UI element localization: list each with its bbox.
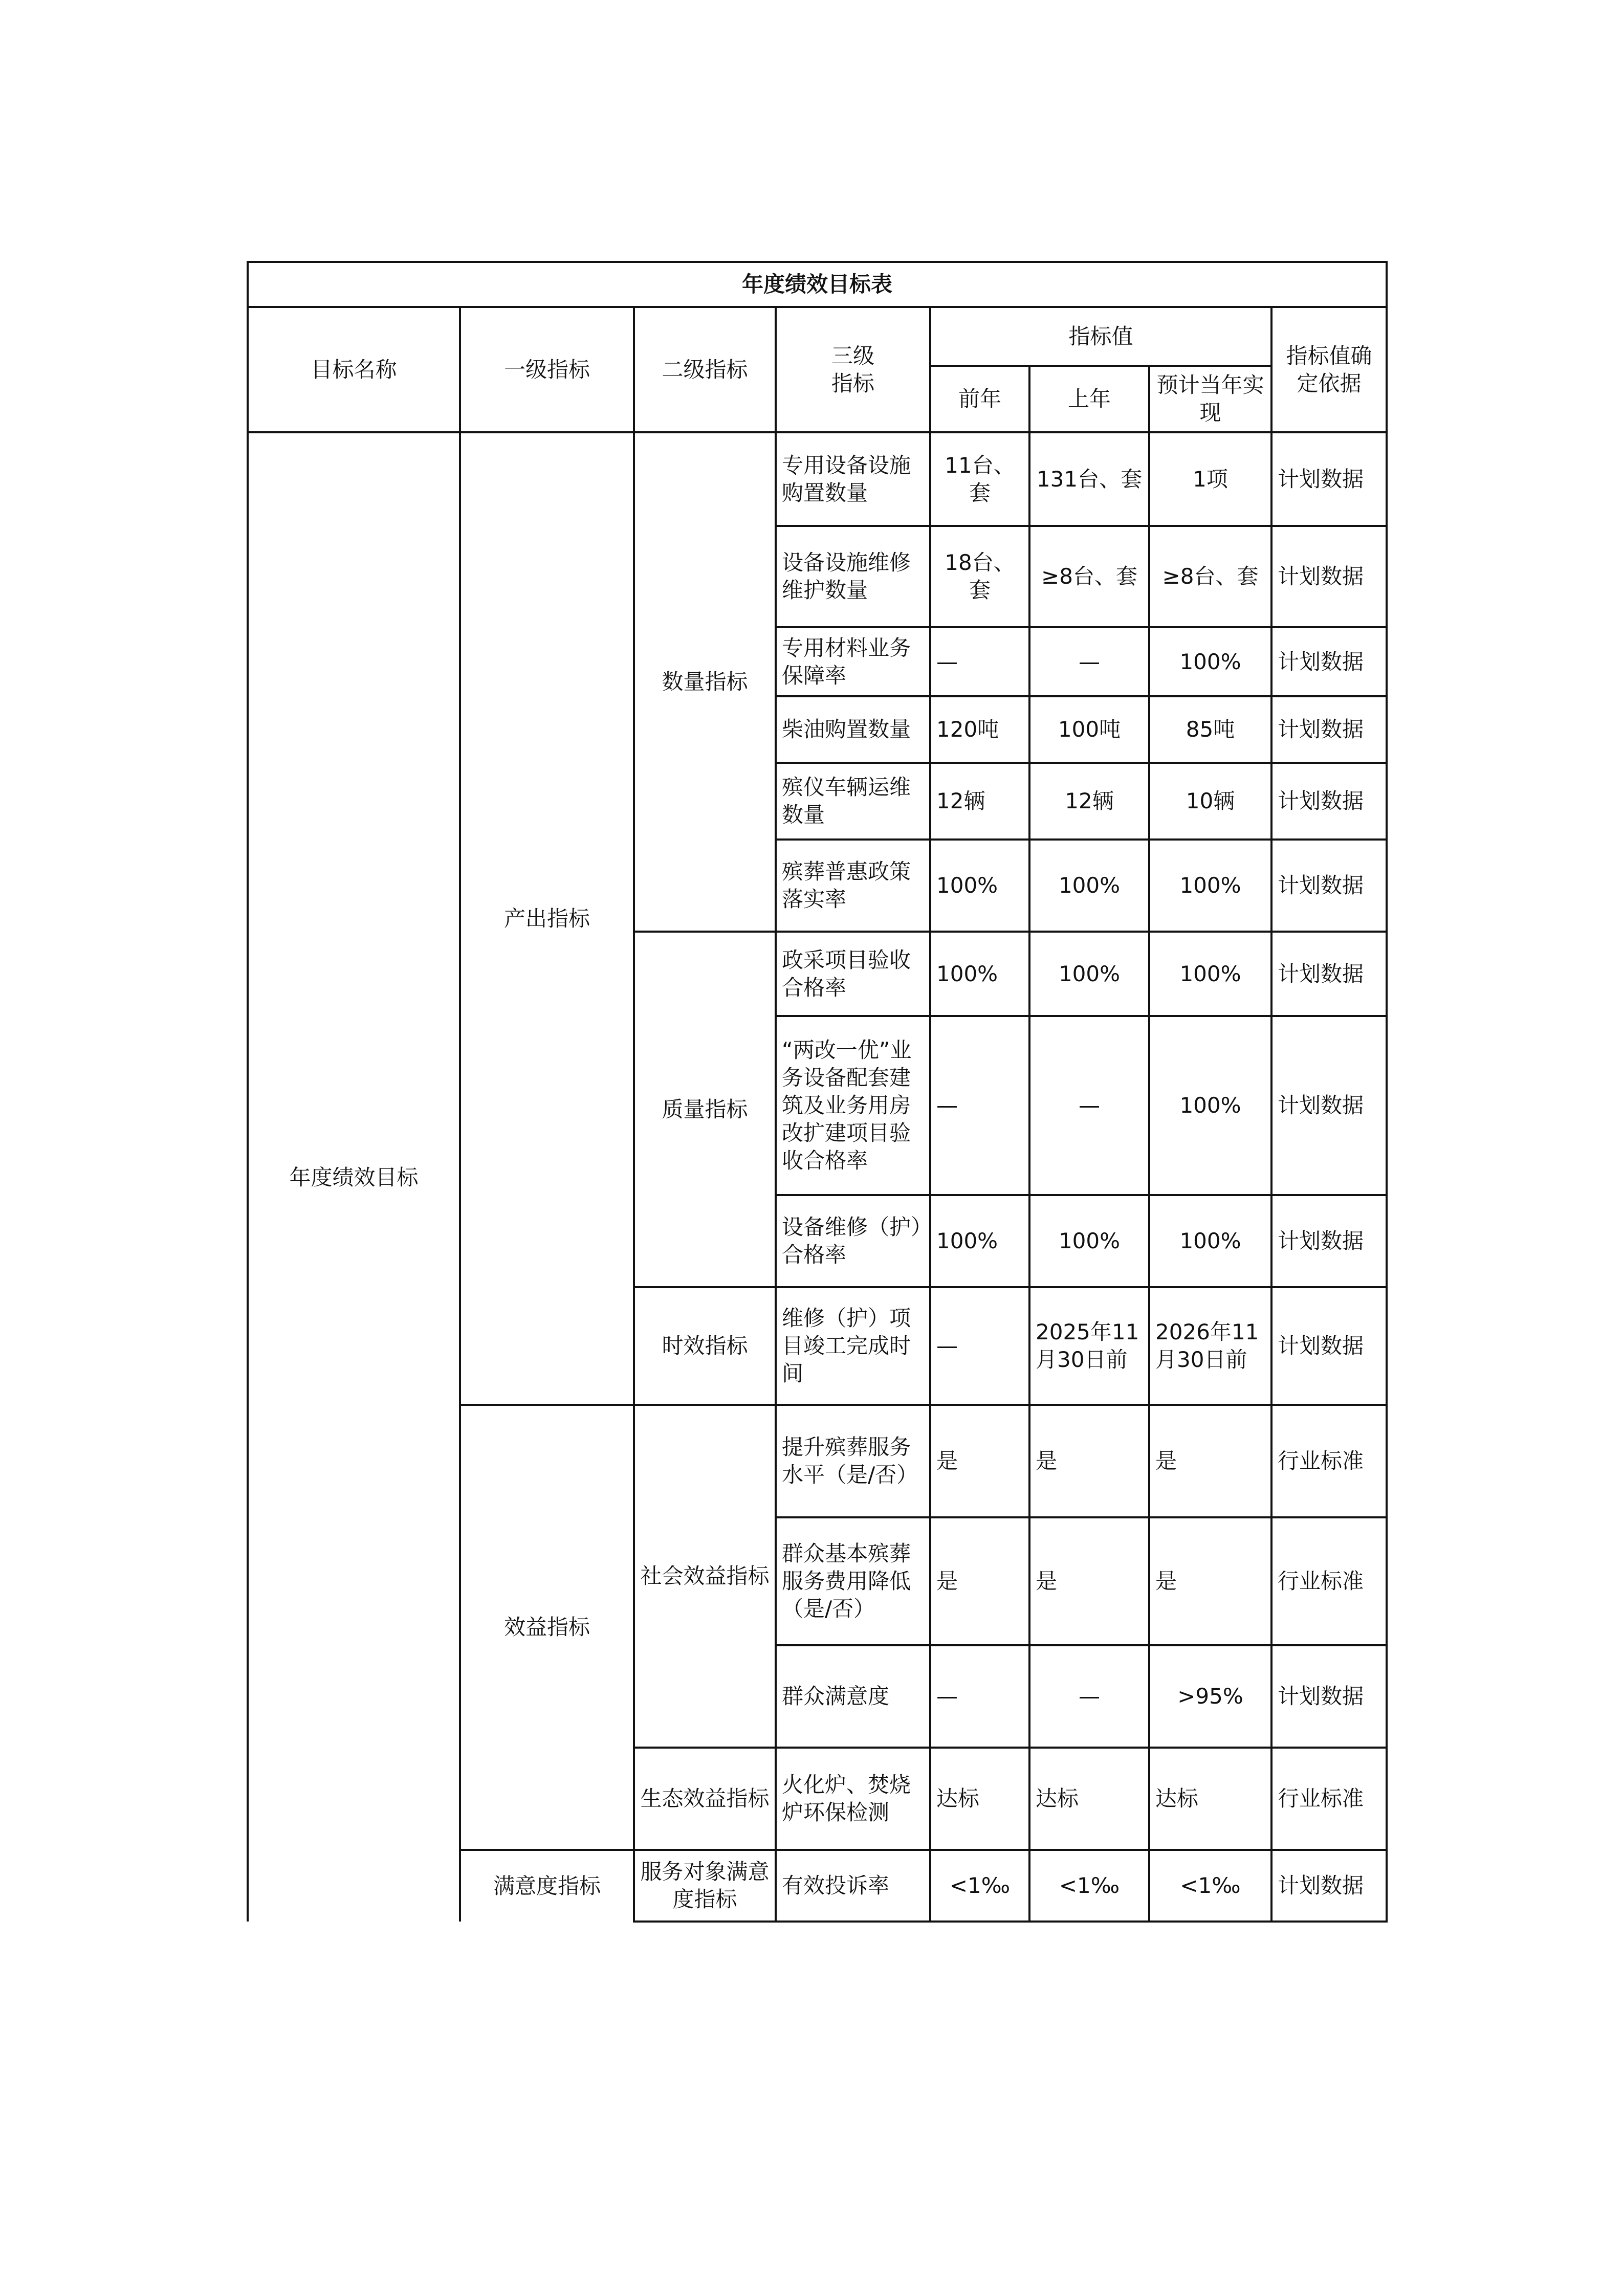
prev-year-value-cell: 100% <box>930 932 1029 1016</box>
prev-year-value-cell: — <box>930 1645 1029 1748</box>
header-last-year: 上年 <box>1029 366 1149 432</box>
basis-cell: 计划数据 <box>1271 932 1387 1016</box>
last-year-value-cell: 2025年11月30日前 <box>1029 1287 1149 1405</box>
this-year-value-cell: 是 <box>1149 1517 1271 1645</box>
header-level3: 三级 指标 <box>776 307 930 432</box>
this-year-value-cell: 达标 <box>1149 1748 1271 1850</box>
this-year-value-cell: ≥8台、套 <box>1149 526 1271 627</box>
last-year-value-cell: 100吨 <box>1029 696 1149 763</box>
basis-cell: 计划数据 <box>1271 1850 1387 1922</box>
indicator-name-cell: 政采项目验收合格率 <box>776 932 930 1016</box>
last-year-value-cell: 12辆 <box>1029 763 1149 840</box>
level2-social-cell: 社会效益指标 <box>634 1405 776 1748</box>
header-target-name: 目标名称 <box>248 307 460 432</box>
last-year-value-cell: 是 <box>1029 1517 1149 1645</box>
level2-quality-cell: 质量指标 <box>634 932 776 1287</box>
indicator-name-cell: 专用材料业务保障率 <box>776 627 930 696</box>
level2-timeliness-cell: 时效指标 <box>634 1287 776 1405</box>
last-year-value-cell: 131台、套 <box>1029 432 1149 526</box>
prev-year-value-cell: 100% <box>930 1195 1029 1287</box>
target-name-cell: 年度绩效目标 <box>248 432 460 1922</box>
this-year-value-cell: <1‰ <box>1149 1850 1271 1922</box>
prev-year-value-cell: — <box>930 1287 1029 1405</box>
indicator-name-cell: 设备设施维修维护数量 <box>776 526 930 627</box>
prev-year-value-cell: 18台、套 <box>930 526 1029 627</box>
prev-year-value-cell: 达标 <box>930 1748 1029 1850</box>
this-year-value-cell: >95% <box>1149 1645 1271 1748</box>
level2-ecology-cell: 生态效益指标 <box>634 1748 776 1850</box>
level1-satisfaction-cell: 满意度指标 <box>460 1850 634 1922</box>
indicator-name-cell: 殡仪车辆运维数量 <box>776 763 930 840</box>
last-year-value-cell: 达标 <box>1029 1748 1149 1850</box>
prev-year-value-cell: 是 <box>930 1405 1029 1517</box>
this-year-value-cell: 2026年11月30日前 <box>1149 1287 1271 1405</box>
basis-cell: 计划数据 <box>1271 627 1387 696</box>
this-year-value-cell: 85吨 <box>1149 696 1271 763</box>
prev-year-value-cell: 12辆 <box>930 763 1029 840</box>
prev-year-value-cell: — <box>930 627 1029 696</box>
this-year-value-cell: 1项 <box>1149 432 1271 526</box>
indicator-name-cell: 柴油购置数量 <box>776 696 930 763</box>
last-year-value-cell: — <box>1029 627 1149 696</box>
level1-output-cell: 产出指标 <box>460 432 634 1405</box>
indicator-name-cell: 火化炉、焚烧炉环保检测 <box>776 1748 930 1850</box>
level1-benefit-cell: 效益指标 <box>460 1405 634 1850</box>
performance-target-table <box>247 261 1388 1923</box>
this-year-value-cell: 100% <box>1149 1016 1271 1195</box>
prev-year-value-cell: 是 <box>930 1517 1029 1645</box>
indicator-name-cell: 群众满意度 <box>776 1645 930 1748</box>
this-year-value-cell: 100% <box>1149 840 1271 932</box>
last-year-value-cell: 100% <box>1029 840 1149 932</box>
last-year-value-cell: — <box>1029 1645 1149 1748</box>
basis-cell: 行业标准 <box>1271 1517 1387 1645</box>
this-year-value-cell: 100% <box>1149 627 1271 696</box>
last-year-value-cell: ≥8台、套 <box>1029 526 1149 627</box>
indicator-name-cell: “两改一优”业务设备配套建筑及业务用房改扩建项目验收合格率 <box>776 1016 930 1195</box>
last-year-value-cell: — <box>1029 1016 1149 1195</box>
level2-quantity-cell: 数量指标 <box>634 432 776 932</box>
basis-cell: 行业标准 <box>1271 1405 1387 1517</box>
header-basis: 指标值确定依据 <box>1271 307 1387 432</box>
header-this-year: 预计当年实现 <box>1149 366 1271 432</box>
basis-cell: 计划数据 <box>1271 432 1387 526</box>
table-row <box>248 432 1387 526</box>
indicator-name-cell: 专用设备设施购置数量 <box>776 432 930 526</box>
table-title: 年度绩效目标表 <box>248 262 1387 307</box>
indicator-name-cell: 维修（护）项目竣工完成时间 <box>776 1287 930 1405</box>
basis-cell: 计划数据 <box>1271 526 1387 627</box>
header-prev-year: 前年 <box>930 366 1029 432</box>
prev-year-value-cell: 120吨 <box>930 696 1029 763</box>
basis-cell: 计划数据 <box>1271 1016 1387 1195</box>
basis-cell: 计划数据 <box>1271 840 1387 932</box>
prev-year-value-cell: 11台、套 <box>930 432 1029 526</box>
header-level2: 二级指标 <box>634 307 776 432</box>
basis-cell: 计划数据 <box>1271 763 1387 840</box>
header-level1: 一级指标 <box>460 307 634 432</box>
indicator-name-cell: 殡葬普惠政策落实率 <box>776 840 930 932</box>
last-year-value-cell: 是 <box>1029 1405 1149 1517</box>
prev-year-value-cell: <1‰ <box>930 1850 1029 1922</box>
basis-cell: 行业标准 <box>1271 1748 1387 1850</box>
header-value-group: 指标值 <box>930 307 1271 366</box>
this-year-value-cell: 10辆 <box>1149 763 1271 840</box>
last-year-value-cell: 100% <box>1029 1195 1149 1287</box>
basis-cell: 计划数据 <box>1271 1195 1387 1287</box>
last-year-value-cell: 100% <box>1029 932 1149 1016</box>
level2-service-cell: 服务对象满意度指标 <box>634 1850 776 1922</box>
this-year-value-cell: 100% <box>1149 932 1271 1016</box>
indicator-name-cell: 设备维修（护）合格率 <box>776 1195 930 1287</box>
indicator-name-cell: 有效投诉率 <box>776 1850 930 1922</box>
basis-cell: 计划数据 <box>1271 1645 1387 1748</box>
prev-year-value-cell: — <box>930 1016 1029 1195</box>
basis-cell: 计划数据 <box>1271 696 1387 763</box>
this-year-value-cell: 是 <box>1149 1405 1271 1517</box>
this-year-value-cell: 100% <box>1149 1195 1271 1287</box>
indicator-name-cell: 群众基本殡葬服务费用降低（是/否） <box>776 1517 930 1645</box>
indicator-name-cell: 提升殡葬服务水平（是/否） <box>776 1405 930 1517</box>
basis-cell: 计划数据 <box>1271 1287 1387 1405</box>
last-year-value-cell: <1‰ <box>1029 1850 1149 1922</box>
prev-year-value-cell: 100% <box>930 840 1029 932</box>
